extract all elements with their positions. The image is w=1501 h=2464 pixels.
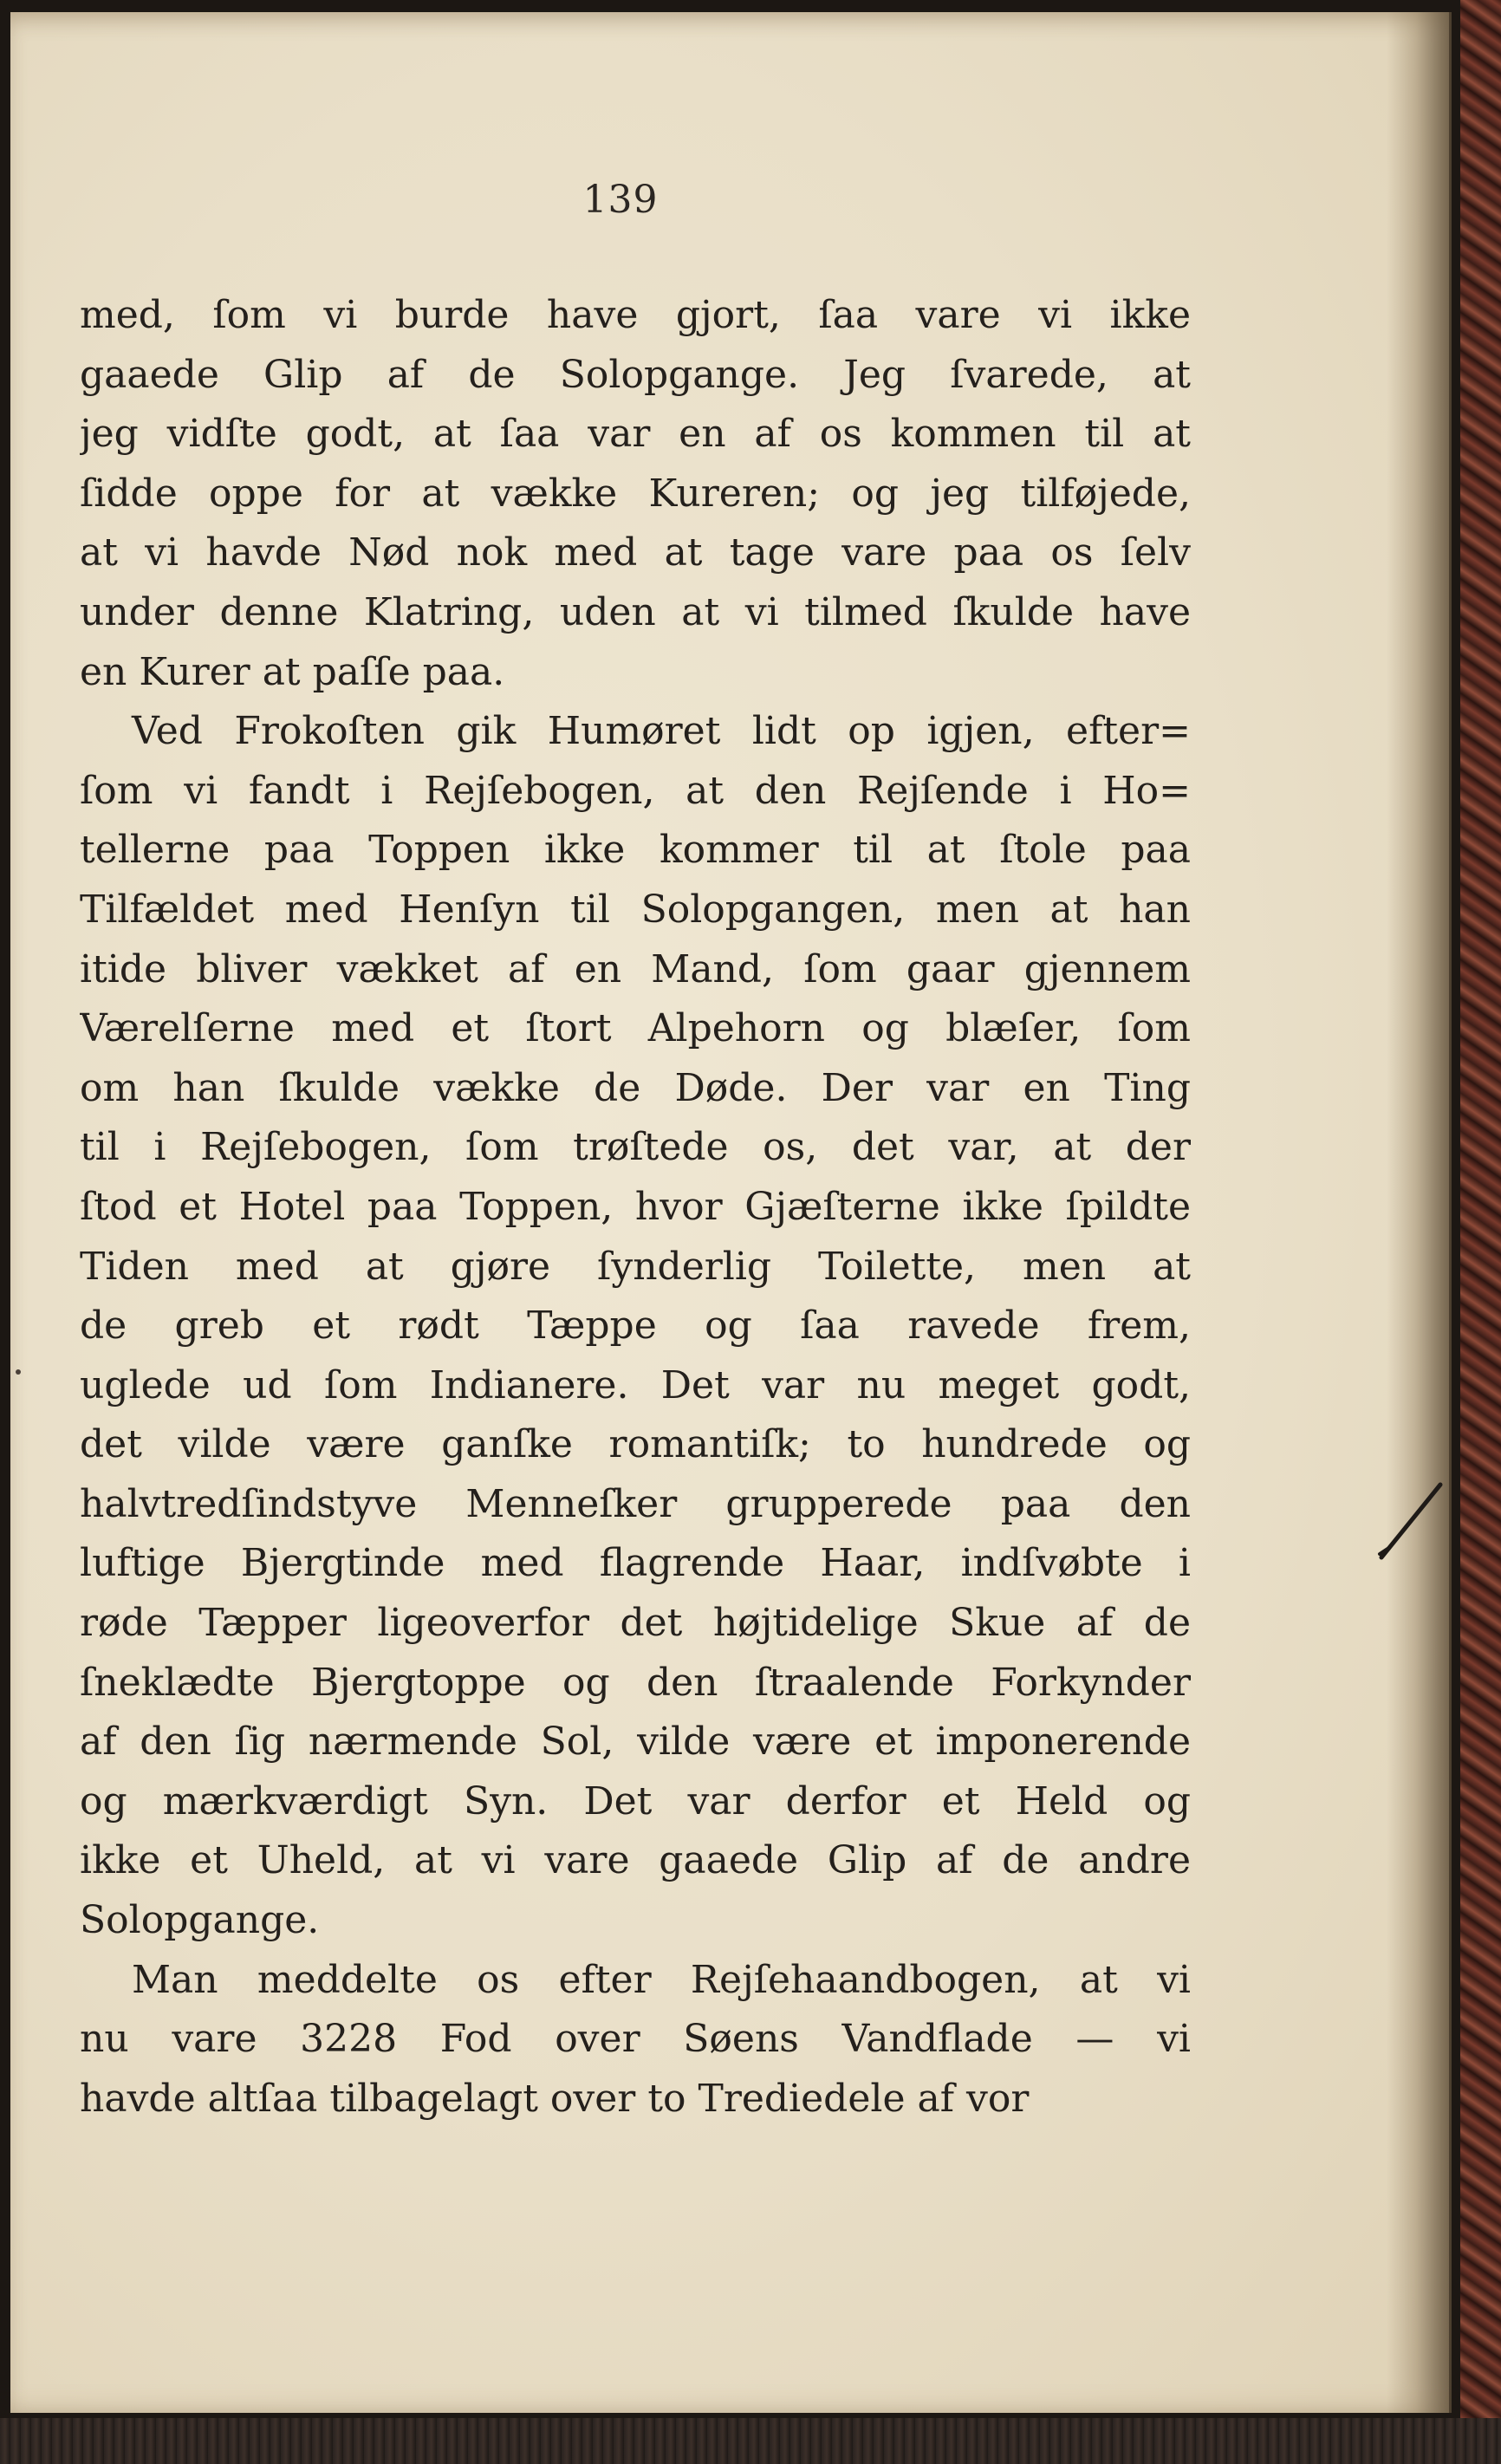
text-line: røde Tæpper ligeoverfor det højtidelige Skue af de (80, 1601, 1191, 1646)
body-text (80, 286, 1191, 2129)
text-line: Solopgange. (80, 1898, 320, 1943)
page-number: 139 (582, 178, 659, 222)
text-line: Tilfældet med Henſyn til Solopgangen, men at han (80, 887, 1191, 932)
text-line: luftige Bjergtinde med flagrende Haar, indſvøbte i (80, 1541, 1191, 1586)
text-line: ſom vi fandt i Rejſebogen, at den Rejſende i Ho= (80, 768, 1191, 813)
page-gutter-shadow (1387, 12, 1452, 2413)
text-line: en Kurer at paſſe paa. (80, 649, 505, 694)
margin-dot (16, 1369, 21, 1375)
text-line: jeg vidſte godt, at ſaa var en af os kommen til at (80, 412, 1191, 457)
text-line: under denne Klatring, uden at vi tilmed ſkulde have (80, 589, 1191, 634)
text-line: ſtod et Hotel paa Toppen, hvor Gjæſterne ikke ſpildte (80, 1184, 1191, 1229)
text-line: de greb et rødt Tæppe og ſaa ravede frem, (80, 1304, 1191, 1349)
text-line: Værelſerne med et ſtort Alpehorn og blæſer, ſom (80, 1006, 1191, 1051)
marbled-book-edge (1460, 0, 1501, 2464)
text-line: at vi havde Nød nok med at tage vare paa os ſelv (80, 530, 1191, 575)
text-line: nu vare 3228 Fod over Søens Vandflade — vi (80, 2017, 1191, 2062)
text-line: Tiden med at gjøre ſynderlig Toilette, men at (80, 1244, 1191, 1289)
text-line: om han ſkulde vække de Døde. Der var en Ting (80, 1065, 1191, 1110)
text-line: Ved Frokoſten gik Humøret lidt op igjen, efter= (132, 709, 1191, 754)
text-line: halvtredſindstyve Menneſker grupperede paa den (80, 1481, 1191, 1526)
text-line: ſneklædte Bjergtoppe og den ſtraalende Forkynder (80, 1660, 1191, 1705)
book-bottom-edge (0, 2418, 1501, 2464)
text-line: uglede ud ſom Indianere. Det var nu meget godt, (80, 1362, 1191, 1408)
text-line: Man meddelte os efter Rejſehaandbogen, at vi (132, 1957, 1191, 2002)
text-line: havde altſaa tilbagelagt over to Trediedele af vor (80, 2076, 1030, 2121)
text-line: ſidde oppe for at vække Kureren; og jeg tilføjede, (80, 471, 1191, 516)
text-line: tellerne paa Toppen ikke kommer til at ſtole paa (80, 828, 1191, 873)
text-line: gaaede Glip af de Solopgange. Jeg ſvarede, at (80, 352, 1191, 397)
text-line: itide bliver vækket af en Mand, ſom gaar gjennem (80, 946, 1191, 991)
text-line: med, ſom vi burde have gjort, ſaa vare vi ikke (80, 293, 1191, 337)
text-line: til i Rejſebogen, ſom trøſtede os, det var, at der (80, 1125, 1191, 1170)
text-line: af den ſig nærmende Sol, vilde være et imponerende (80, 1720, 1191, 1765)
text-line: ikke et Uheld, at vi vare gaaede Glip af de andre (80, 1838, 1191, 1883)
text-line: og mærkværdigt Syn. Det var derfor et Held og (80, 1778, 1191, 1824)
text-line: det vilde være ganſke romantiſk; to hundrede og (80, 1422, 1191, 1467)
pencil-margin-mark (1371, 1478, 1453, 1564)
